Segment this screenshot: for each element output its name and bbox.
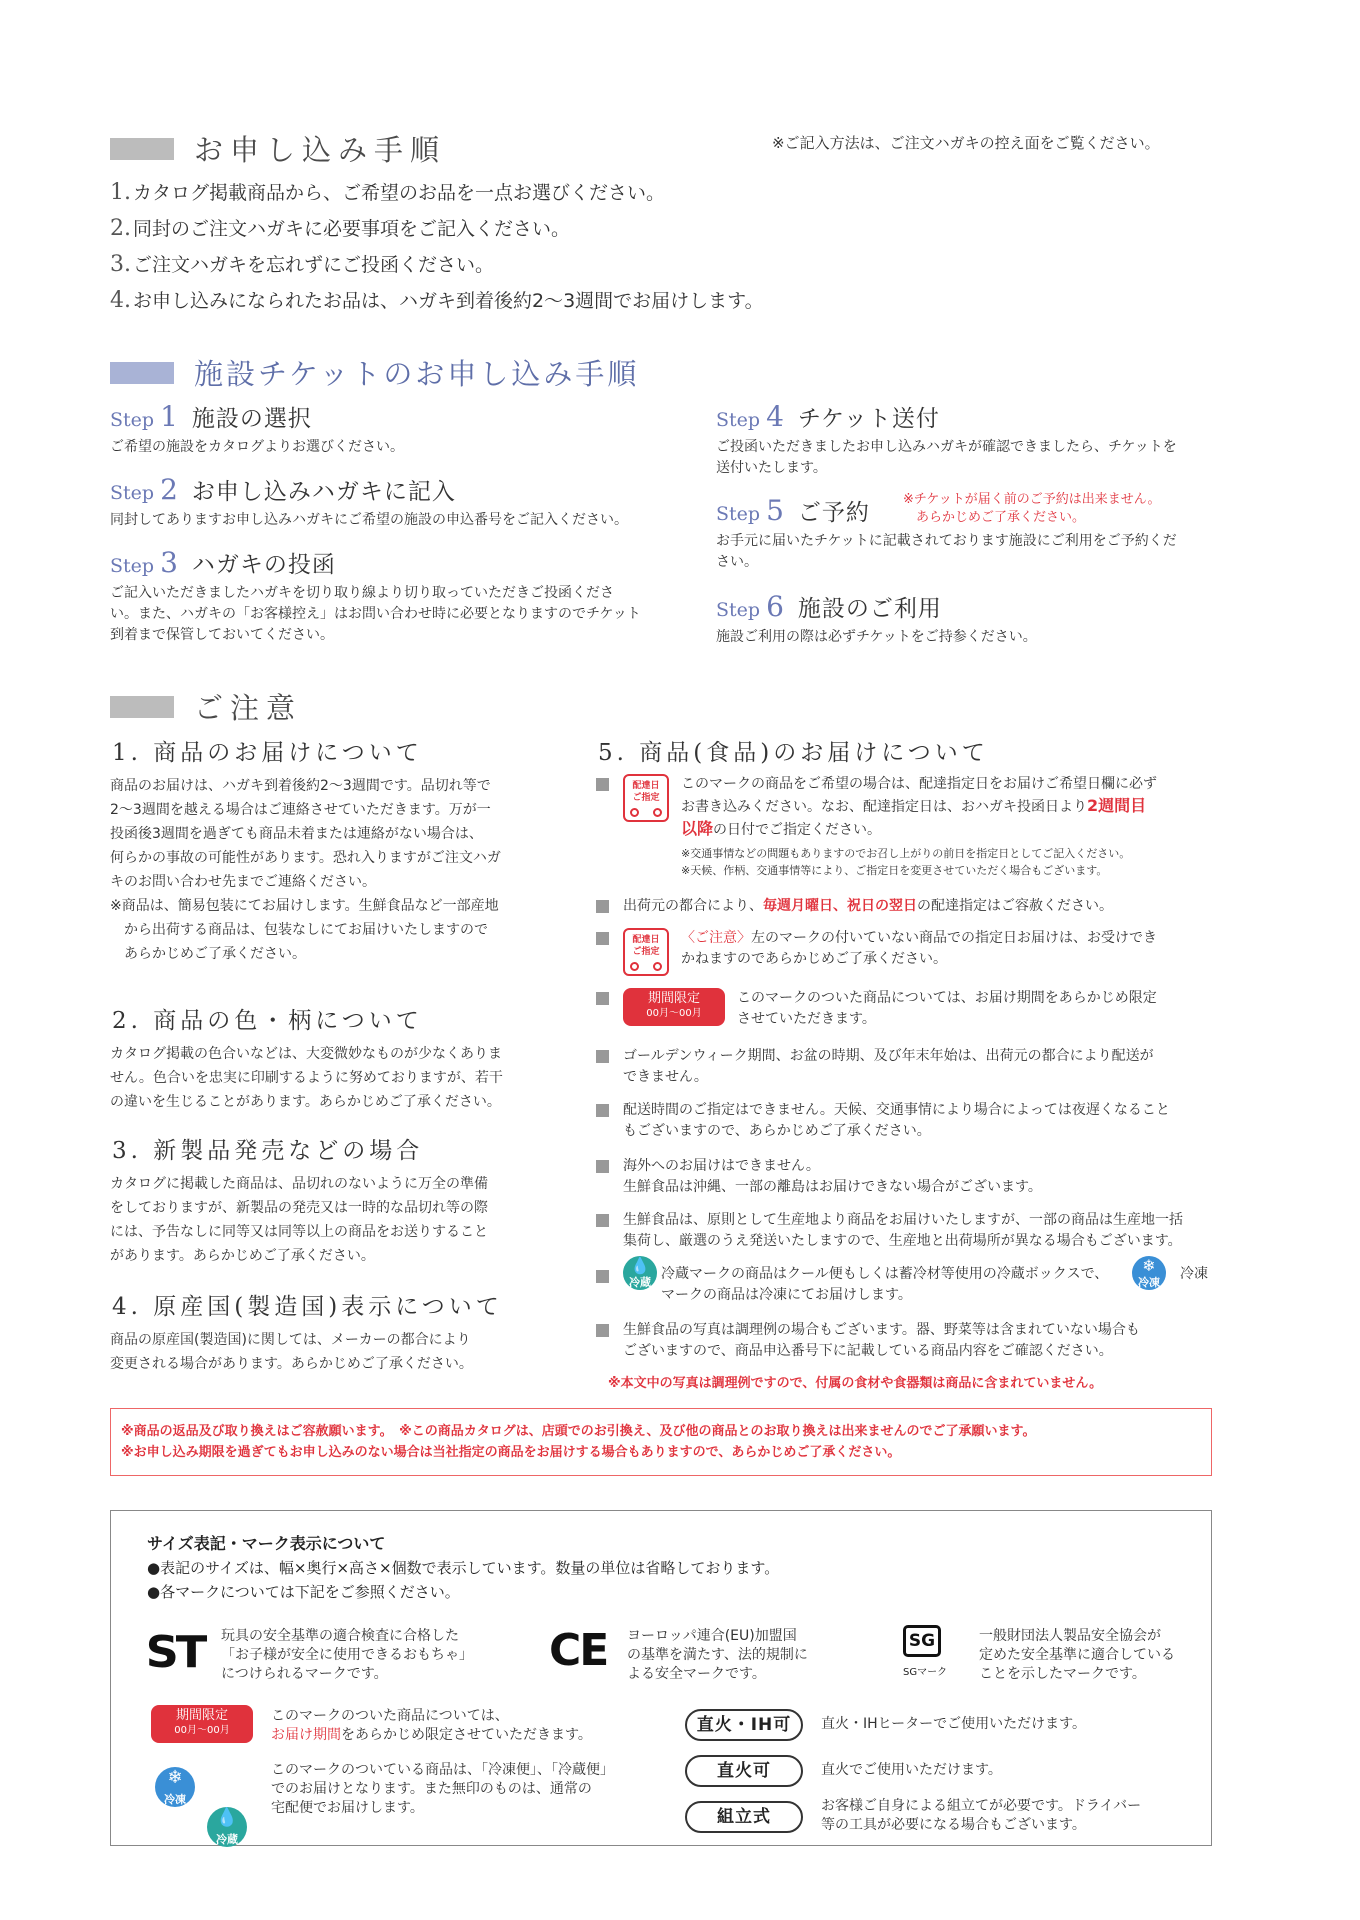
direct-fire-text: 直火でご使用いただけます。 [821,1762,1002,1778]
caution-subheading: 1. 商品のお届けについて [112,740,423,766]
bullet-square [596,778,609,791]
assembly-required-badge: 組立式 [685,1801,803,1833]
important-notice-box [110,1408,1212,1476]
caution-subheading: 3. 新製品発売などの場合 [112,1138,424,1164]
step-5: Step 5 ご予約 お手元に届いたチケットに記載されております施設にご利用をご予約くだ さい。 [716,494,1177,570]
direct-fire-badge: 直火可 [685,1755,803,1787]
temperature-mark-text: このマークのついている商品は、「冷凍便」、「冷蔵便」 でのお届けとなります。また無印のものは、通常の 宅配便でお届けします。 [271,1762,614,1816]
caution-body: 商品の原産国(製造国)に関しては、メーカーの都合により 変更される場合があります。あらかじめご了承ください。 [110,1332,473,1372]
section-note: ※ご記入方法は、ご注文ハガキの控え面をご覧ください。 [772,134,1160,152]
photo-note: ※本文中の写真は調理例ですので、付属の食材や食器類は商品に含まれていません。 [608,1376,1103,1391]
caution-body: 商品のお届けは、ハガキ到着後約2〜3週間です。品切れ等で 2〜3週間を越える場合はご連絡させていただきます。万が一 投函後3週間を過ぎても商品未着または連絡がない場合は、 何らかの事故の可能性があります。恐れ入りますがご注文ハガ キのお問い合わせ先までご連絡ください。 ※商品は、簡易包装にてお届けします。生鮮食品など一部産地 から出荷する商品は、包装なしにてお届けいたしますので あらかじめご了承ください。 [110,778,501,962]
limited-period-text: このマークのついた商品については、 お届け期間をあらかじめ限定させていただきます。 [271,1708,592,1743]
food-notice-subnotes: ※交通事情などの問題もありますのでお召し上がりの前日を指定日としてご記入ください。 ※天候、作柄、交通事情等により、ご指定日を変更させていただく場合もございます。 [681,847,1131,877]
delivery-date-icon: 配達日 ご指定 [623,928,669,976]
notice-line: ※商品の返品及び取り換えはご容赦願います。 ※この商品カタログは、店頭でのお引換え、及び他の商品とのお取り換えは出来ませんのでご了承願います。 [121,1424,1036,1439]
st-mark-logo: ST [145,1627,205,1678]
caution-body: カタログ掲載の色合いなどは、大変微妙なものが少なくありま せん。色合いを忠実に印刷するように努めておりますが、若干 の違いを生じることがあります。あらかじめご了承ください。 [110,1046,503,1110]
bullet-square [596,1050,609,1063]
section-title: 施設チケットのお申し込み手順 [194,357,640,391]
legend-title: サイズ表記・マーク表示について [147,1534,386,1553]
ce-mark-logo: CE [549,1625,608,1676]
step-5-note: ※チケットが届く前のご予約は出来ません。 あらかじめご了承ください。 [903,492,1161,525]
delivery-date-icon: 配達日 ご指定 [623,774,669,822]
section-header-ticket [110,352,639,393]
bullet-square [596,992,609,1005]
marks-legend-box [110,1510,1212,1846]
food-notice-item: 💧 冷蔵 冷蔵マークの商品はクール便もしくは蓄冷材等使用の冷蔵ボックスで、 マークの商品は冷凍にてお届けします。 ❄ 冷凍 冷凍 [596,1256,1214,1306]
food-notice-item: 配達日 ご指定 このマークの商品をご希望の場合は、配達指定日をお届けご希望日欄に必ず お書き込みください。なお、配達指定日は、おハガキ投函日より2週間目 以降の日付でご指定ください。 ※交通事情などの問題もありますのでお召し上がりの前日を指定日としてご記入ください。 ※天候、作柄、交通事情等により、ご指定日を変更させていただく場合もございます。 [596,774,1214,879]
bullet-square [596,1214,609,1227]
chilled-icon: 💧 冷蔵 [623,1256,657,1290]
caution-body: カタログに掲載した商品は、品切れのないように万全の準備 をしておりますが、新製品の発売又は一時的な品切れ等の際 には、予告なしに同等又は同等以上の商品をお送りすること があります。あらかじめご了承ください。 [110,1176,488,1264]
section-bar [110,362,174,384]
sg-mark-text: 一般財団法人製品安全協会が 定めた安全基準に適合している ことを示したマークです。 [979,1628,1175,1682]
bullet-square [596,1160,609,1173]
procedure-item: 2. 同封のご注文ハガキに必要事項をご記入ください。 [110,216,571,241]
sg-mark-caption: SGマーク [903,1667,948,1678]
procedure-item: 4. お申し込みになられたお品は、ハガキ到着後約2〜3週間でお届けします。 [110,288,764,313]
bullet-square [596,1104,609,1117]
notice-line: ※お申し込み期限を過ぎてもお申し込みのない場合は当社指定の商品をお届けする場合もありますので、あらかじめご了承ください。 [121,1445,901,1460]
food-notice-item: 出荷元の都合により、毎週月曜日、祝日の翌日の配達指定はご容赦ください。 [596,896,1214,917]
food-notice-item: 海外へのお届けはできません。 生鮮食品は沖縄、一部の離島はお届けできない場合がございます。 [596,1156,1214,1198]
legend-line: ●各マークについては下記をご参照ください。 [147,1583,460,1601]
limited-period-badge: 期間限定 00月〜00月 [623,988,725,1026]
procedure-item: 3. ご注文ハガキを忘れずにご投函ください。 [110,252,495,277]
food-notice-item: 配送時間のご指定はできません。天候、交通事情により場合によっては夜遅くなること もございますので、あらかじめご了承ください。 [596,1100,1214,1142]
st-mark-text: 玩具の安全基準の適合検査に合格した 「お子様が安全に使用できるおもちゃ」 につけられるマークです。 [221,1628,473,1682]
highlight-text: 2週間目 以降 [681,796,1147,838]
caution-subheading: 4. 原産国(製造国)表示について [112,1294,503,1320]
bullet-square [596,1270,609,1283]
food-notice-item: 生鮮食品の写真は調理例の場合もございます。器、野菜等は含まれていない場合も ございますので、商品申込番号下に記載している商品内容をご確認ください。 [596,1320,1214,1362]
limited-period-badge: 期間限定 00月〜00月 [151,1705,253,1743]
direct-fire-ih-badge: 直火・IH可 [685,1709,803,1741]
frozen-icon: ❄ 冷凍 [1132,1256,1166,1290]
caution-subheading: 5. 商品(食品)のお届けについて [598,740,989,766]
food-notice-item: 生鮮食品は、原則として生産地より商品をお届けいたしますが、一部の商品は生産地一括 集荷し、厳選のうえ発送いたしますので、生産地と出荷場所が異なる場合もございます。 [596,1210,1214,1252]
bullet-square [596,932,609,945]
section-header-caution [110,686,302,727]
chilled-icon: 💧 冷蔵 [207,1807,247,1847]
procedure-item: 1. カタログ掲載商品から、ご希望のお品を一点お選びください。 [110,180,666,205]
direct-fire-ih-text: 直火・IHヒーターでご使用いただけます。 [821,1716,1086,1732]
legend-line: ●表記のサイズは、幅×奥行×高さ×個数で表示しています。数量の単位は省略しております。 [147,1559,780,1577]
section-title: ご注意 [194,691,303,725]
bullet-square [596,900,609,913]
section-header-application [110,128,446,169]
step-6: Step 6 施設のご利用 施設ご利用の際は必ずチケットをご持参ください。 [716,590,1037,645]
food-notice-item: ゴールデンウィーク期間、お盆の時期、及び年末年始は、出荷元の都合により配送が できません。 [596,1046,1214,1088]
section-bar [110,138,174,160]
step-4: Step 4 チケット送付 ご投函いただきましたお申し込みハガキが確認できましたら、チケットを 送付いたします。 [716,400,1177,476]
sg-mark-logo: SG [903,1625,941,1657]
bullet-square [596,1324,609,1337]
step-1: Step 1 施設の選択 ご希望の施設をカタログよりお選びください。 [110,400,404,455]
step-3: Step 3 ハガキの投函 ご記入いただきましたハガキを切り取り線より切り取っていただきご投函くださ い。また、ハガキの「お客様控え」はお問い合わせ時に必要となりますのでチケット 到着まで保管しておいてください。 [110,546,641,643]
section-bar [110,696,174,718]
ce-mark-text: ヨーロッパ連合(EU)加盟国 の基準を満たす、法的規制に よる安全マークです。 [627,1628,808,1682]
food-notice-item: 期間限定 00月〜00月 このマークのついた商品については、お届け期間をあらかじめ限定 させていただきます。 [596,988,1214,1030]
caution-subheading: 2. 商品の色・柄について [112,1008,423,1034]
assembly-required-text: お客様ご自身による組立てが必要です。ドライバー 等の工具が必要になる場合もございます。 [821,1798,1142,1833]
section-title: お申し込み手順 [194,133,447,167]
food-notice-item: 配達日 ご指定 〈ご注意〉左のマークの付いていない商品での指定日お届けは、お受けでき かねますのであらかじめご了承ください。 [596,928,1214,976]
frozen-icon: ❄ 冷凍 [155,1767,195,1807]
step-2: Step 2 お申し込みハガキに記入 同封してありますお申し込みハガキにご希望の施設の申込番号をご記入ください。 [110,473,628,528]
highlight-text: 毎週月曜日、祝日の翌日 [763,898,917,914]
